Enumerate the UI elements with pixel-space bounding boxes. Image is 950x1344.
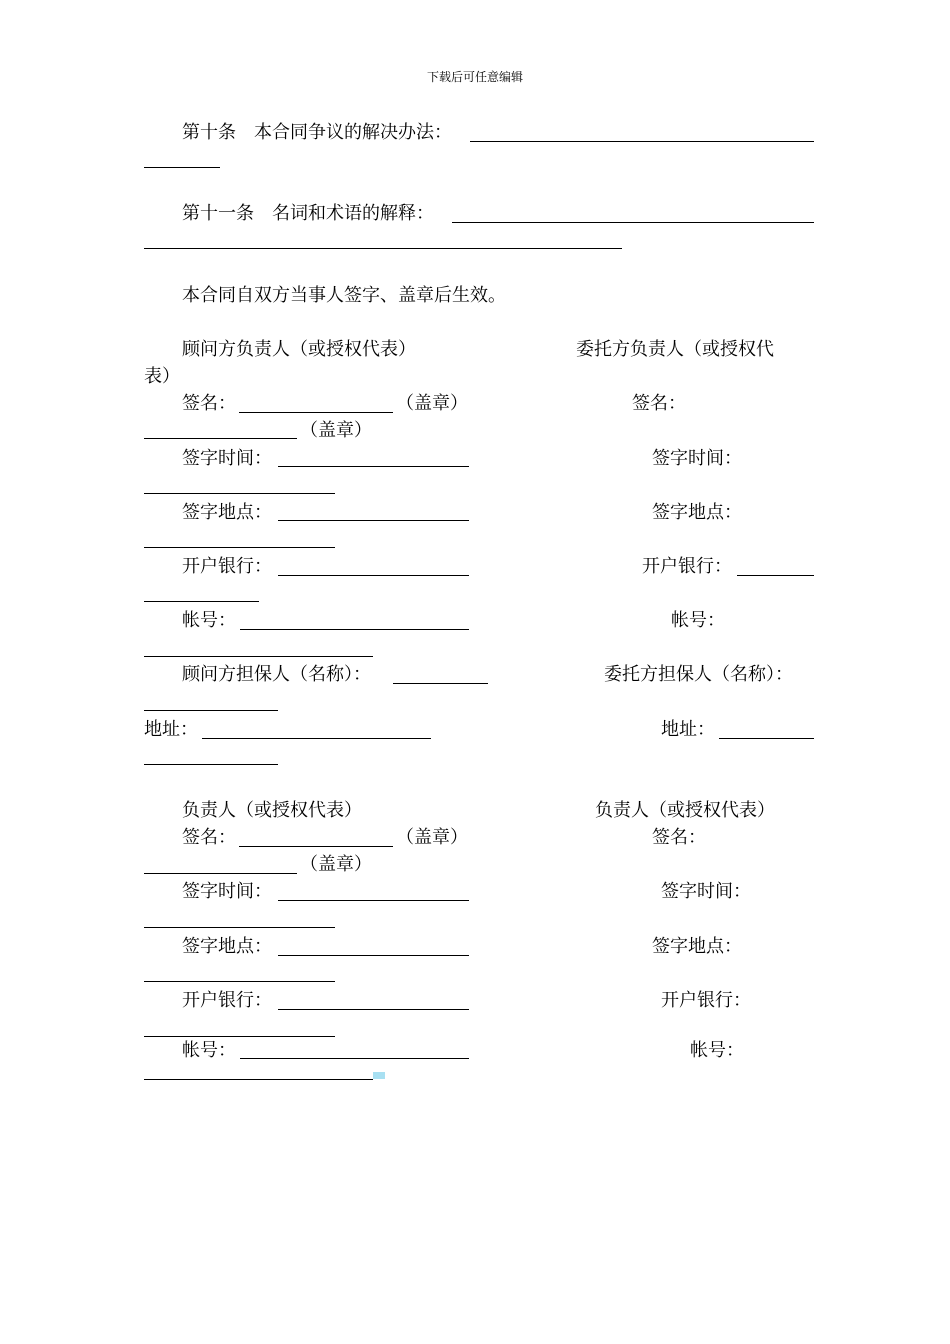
blank-line [144,1079,373,1080]
address-label: 地址： [144,719,198,740]
seal-label: （盖章） [300,854,372,875]
consultant-guarantor-label: 顾问方担保人（名称）： [182,664,371,685]
sign-time-label: 签字时间： [661,881,751,902]
blank-line [202,738,431,739]
article-11-label: 第十一条 名词和术语的解释： [182,203,434,224]
blank-line [278,520,469,521]
sign-time-label: 签字时间： [182,448,272,469]
blank-line [144,248,622,249]
blank-line [144,873,297,874]
blank-line [278,900,469,901]
blank-line [278,955,469,956]
blank-line [144,601,259,602]
text-cursor-highlight [373,1072,385,1079]
sign-label: 签名： [652,827,706,848]
blank-line [240,1058,469,1059]
account-label: 帐号： [182,610,236,631]
blank-line [144,167,220,168]
principal-heading: 负责人（或授权代表） [182,800,362,821]
blank-line [144,710,278,711]
bank-label: 开户银行： [182,556,272,577]
client-principal-heading-cont: 表） [144,366,180,387]
page-header: 下载后可任意编辑 [426,70,523,84]
client-principal-heading: 委托方负责人（或授权代 [576,339,774,360]
seal-label: （盖章） [396,827,468,848]
sign-time-label: 签字时间： [652,448,742,469]
blank-line [278,1009,469,1010]
bank-label: 开户银行： [642,556,732,577]
blank-line [144,927,335,928]
bank-label: 开户银行： [182,990,272,1011]
sign-label: 签名： [182,827,236,848]
sign-time-label: 签字时间： [182,881,272,902]
blank-line [144,493,335,494]
account-label: 帐号： [182,1040,236,1061]
blank-line [719,738,814,739]
effect-clause: 本合同自双方当事人签字、盖章后生效。 [182,285,506,306]
article-10-label: 第十条 本合同争议的解决办法： [182,122,452,143]
blank-line [144,547,335,548]
client-guarantor-label: 委托方担保人（名称）： [604,664,793,685]
account-label: 帐号： [690,1040,744,1061]
blank-line [144,981,335,982]
blank-line [393,683,488,684]
bank-label: 开户银行： [661,990,751,1011]
blank-line [144,656,373,657]
blank-line [144,764,278,765]
blank-line [239,846,393,847]
blank-line [452,222,814,223]
principal-heading: 负责人（或授权代表） [595,800,775,821]
blank-line [278,575,469,576]
blank-line [737,575,814,576]
address-label: 地址： [661,719,715,740]
blank-line [239,412,393,413]
sign-place-label: 签字地点： [182,502,272,523]
sign-label: 签名： [632,393,686,414]
blank-line [144,1036,335,1037]
blank-line [278,466,469,467]
sign-place-label: 签字地点： [652,936,742,957]
seal-label: （盖章） [396,393,468,414]
consultant-principal-heading: 顾问方负责人（或授权代表） [182,339,416,360]
seal-label: （盖章） [300,420,372,441]
blank-line [240,629,469,630]
account-label: 帐号： [671,610,725,631]
blank-line [470,141,814,142]
sign-label: 签名： [182,393,236,414]
blank-line [144,438,297,439]
sign-place-label: 签字地点： [182,936,272,957]
sign-place-label: 签字地点： [652,502,742,523]
